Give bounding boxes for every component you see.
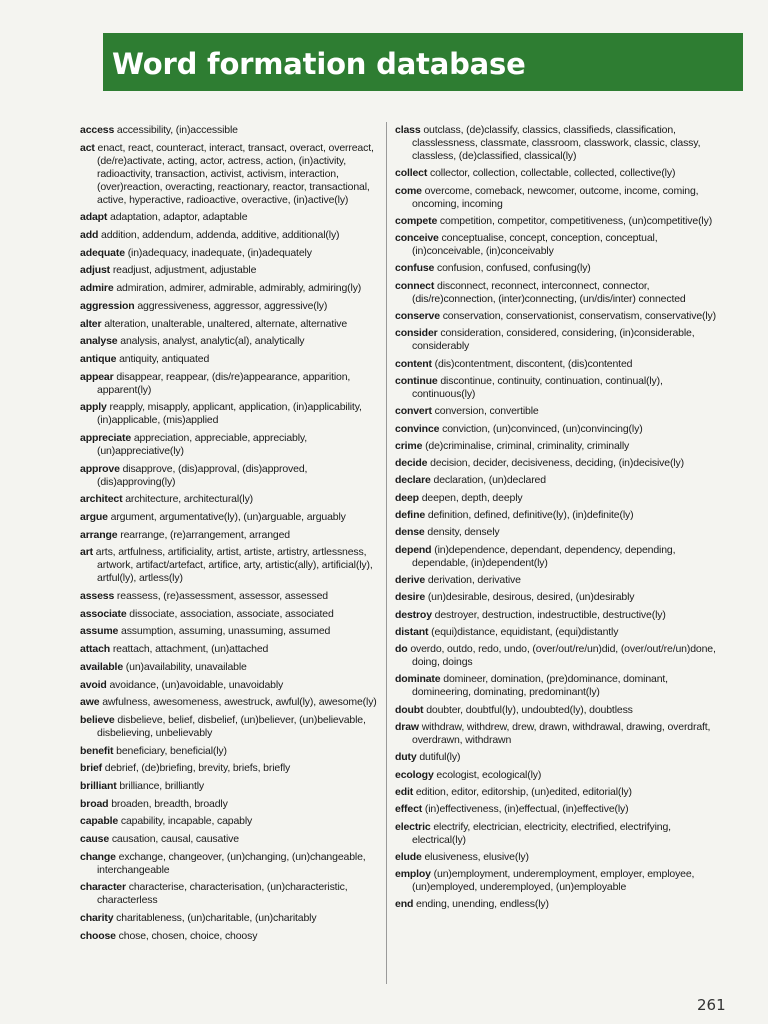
entry-dominate: [395, 673, 720, 699]
word-forms: readjust, adjustment, adjustable: [112, 264, 257, 277]
word-forms: broaden, breadth, broadly: [111, 797, 228, 810]
word-forms: analysis, analyst, analytic(al), analytically: [120, 335, 305, 348]
word-forms: brilliance, brilliantly: [119, 779, 205, 792]
entry-adjust: [80, 264, 380, 277]
headword: cause: [80, 833, 110, 845]
headword: art: [80, 546, 93, 559]
entry-attach: [80, 643, 380, 656]
entry-character: [80, 881, 380, 907]
entry-conserve: [395, 310, 720, 323]
word-forms: causation, causal, causative: [111, 833, 239, 845]
headword: ecology: [395, 768, 434, 781]
headword: derive: [395, 573, 426, 586]
headword: adjust: [80, 264, 111, 277]
entry-electric: [395, 821, 720, 847]
word-forms: outclass, (de)classify, classics, classifieds, classification, classlessness, classmate, classroom, classwork, classic, classy, classless, (de)classified, classical(ly): [412, 124, 701, 162]
entry-choose: [80, 930, 380, 943]
entry-aggression: [80, 300, 380, 313]
entry-assume: [80, 625, 380, 638]
left-column: [80, 124, 380, 947]
word-forms: declaration, (un)declared: [433, 474, 546, 487]
headword: analyse: [80, 335, 118, 348]
word-forms: enact, react, counteract, interact, transact, overact, overreact, (de/re)activate, acting, actor, actress, action, (in)activity, radioactivity, transaction, activist, activism, interaction, (over)reaction, overacting, reactionary, reactor, transactional, active, hyperactive, radioactive, overactive, (in)active(ly): [97, 141, 374, 206]
headword: depend: [395, 543, 432, 556]
word-forms: awfulness, awesomeness, awestruck, awful(ly), awesome(ly): [102, 696, 377, 709]
word-forms: capability, incapable, capably: [120, 815, 253, 828]
entry-end: [395, 898, 720, 911]
word-forms: collector, collection, collectable, collected, collective(ly): [430, 167, 676, 180]
headword: dominate: [395, 673, 441, 686]
word-forms: admiration, admirer, admirable, admirably, admiring(ly): [116, 282, 362, 295]
word-forms: domineer, domination, (pre)dominance, dominant, domineering, dominating, predominant(ly): [412, 673, 668, 699]
entry-duty: [395, 751, 720, 764]
entry-convert: [395, 405, 720, 418]
headword: convince: [395, 422, 440, 435]
page-number: 261: [697, 996, 726, 1014]
entry-add: [80, 229, 380, 242]
word-forms: elusiveness, elusive(ly): [424, 850, 529, 863]
headword: avoid: [80, 678, 107, 691]
entry-elude: [395, 851, 720, 864]
headword: act: [80, 141, 95, 154]
word-forms: decision, decider, decisiveness, deciding, (in)decisive(ly): [430, 457, 684, 470]
entry-ecology: [395, 769, 720, 782]
headword: antique: [80, 352, 117, 365]
headword: conceive: [395, 232, 439, 245]
headword: employ: [395, 868, 431, 881]
word-forms: conceptualise, concept, conception, conceptual, (in)conceivable, (in)conceivably: [412, 232, 658, 258]
headword: effect: [395, 803, 423, 816]
entry-confuse: [395, 262, 720, 275]
entry-apply: [80, 401, 380, 427]
entry-analyse: [80, 335, 380, 348]
headword: edit: [395, 785, 414, 798]
headword: associate: [80, 607, 127, 620]
headword: appear: [80, 370, 114, 383]
entry-crime: [395, 440, 720, 453]
entry-associate: [80, 608, 380, 621]
word-forms: characterise, characterisation, (un)characteristic, characterless: [97, 881, 348, 907]
headword: electric: [395, 820, 431, 833]
entry-edit: [395, 786, 720, 799]
headword: arrange: [80, 528, 118, 541]
entry-act: [80, 142, 380, 207]
headword: duty: [395, 751, 417, 764]
headword: admire: [80, 282, 114, 295]
entry-depend: [395, 544, 720, 570]
word-forms: dissociate, association, associate, associated: [129, 607, 334, 620]
entry-capable: [80, 815, 380, 828]
headword: appreciate: [80, 431, 132, 444]
headword: argue: [80, 511, 108, 523]
headword: convert: [395, 405, 432, 418]
word-forms: exchange, changeover, (un)changing, (un)changeable, interchangeable: [97, 850, 366, 876]
word-forms: confusion, confused, confusing(ly): [437, 262, 591, 275]
entry-do: [395, 643, 720, 669]
title-banner: [103, 33, 743, 91]
headword: doubt: [395, 703, 424, 716]
word-forms: (dis)contentment, discontent, (dis)contented: [434, 357, 633, 370]
entry-appreciate: [80, 432, 380, 458]
headword: dense: [395, 526, 425, 539]
entry-desire: [395, 591, 720, 604]
entry-access: [80, 124, 380, 137]
headword: destroy: [395, 608, 432, 621]
word-forms: withdraw, withdrew, drew, drawn, withdrawal, drawing, overdraft, overdrawn, withdrawn: [412, 721, 711, 747]
word-forms: assumption, assuming, unassuming, assumed: [121, 625, 331, 638]
entry-class: [395, 124, 720, 163]
entry-available: [80, 661, 380, 674]
word-forms: (in)effectiveness, (in)effectual, (in)effective(ly): [424, 803, 629, 816]
headword: choose: [80, 929, 116, 942]
word-forms: debrief, (de)briefing, brevity, briefs, briefly: [104, 762, 291, 775]
headword: class: [395, 124, 421, 136]
entry-approve: [80, 463, 380, 489]
word-forms: (in)adequacy, inadequate, (in)adequately: [127, 246, 312, 259]
word-forms: electrify, electrician, electricity, electrified, electrifying, electrical(ly): [412, 820, 671, 846]
entry-brilliant: [80, 780, 380, 793]
word-forms: discontinue, continuity, continuation, continual(ly), continuous(ly): [412, 374, 663, 400]
word-forms: disconnect, reconnect, interconnect, connector, (dis/re)connection, (inter)connecting, (un/dis/inter) connected: [412, 279, 686, 305]
word-forms: (un)availability, unavailable: [125, 660, 247, 673]
word-forms: destroyer, destruction, indestructible, destructive(ly): [434, 608, 666, 621]
entry-awe: [80, 696, 380, 709]
word-forms: argument, argumentative(ly), (un)arguable, arguably: [110, 511, 346, 523]
word-forms: arts, artfulness, artificiality, artist, artiste, artistry, artlessness, artwork, artifact/artefact, artifice, arty, artistic(ally), artificial(ly), artful(ly), artless(ly): [95, 546, 373, 585]
headword: assess: [80, 590, 115, 603]
word-forms: (de)criminalise, criminal, criminality, criminally: [425, 439, 630, 452]
headword: distant: [395, 625, 429, 638]
headword: adapt: [80, 211, 108, 224]
word-forms: derivation, derivative: [427, 573, 521, 586]
entry-dense: [395, 526, 720, 539]
headword: aggression: [80, 299, 135, 312]
entry-define: [395, 509, 720, 522]
entry-connect: [395, 280, 720, 306]
entry-admire: [80, 282, 380, 295]
word-forms: antiquity, antiquated: [119, 352, 210, 365]
entry-antique: [80, 353, 380, 366]
word-forms: ecologist, ecological(ly): [436, 768, 542, 781]
headword: decide: [395, 457, 428, 470]
headword: come: [395, 184, 422, 197]
entry-broad: [80, 798, 380, 811]
word-forms: reassess, (re)assessment, assessor, assessed: [116, 590, 328, 603]
entry-compete: [395, 215, 720, 228]
word-forms: edition, editor, editorship, (un)edited, editorial(ly): [415, 785, 632, 798]
word-forms: addition, addendum, addenda, additive, additional(ly): [101, 229, 340, 242]
entry-charity: [80, 912, 380, 925]
word-forms: charitableness, (un)charitable, (un)charitably: [116, 912, 317, 925]
entry-decide: [395, 457, 720, 470]
headword: approve: [80, 462, 120, 475]
headword: content: [395, 357, 432, 370]
headword: believe: [80, 713, 115, 726]
entry-avoid: [80, 679, 380, 692]
headword: connect: [395, 279, 435, 292]
headword: continue: [395, 374, 438, 387]
word-forms: ending, unending, endless(ly): [416, 898, 549, 911]
entry-cause: [80, 833, 380, 846]
entry-argue: [80, 511, 380, 524]
word-forms: reapply, misapply, applicant, application, (in)applicability, (in)applicable, (mis)applied: [97, 401, 362, 427]
word-forms: overdo, outdo, redo, undo, (over/out/re/un)did, (over/out/re/un)done, doing, doings: [410, 643, 716, 669]
word-forms: disapprove, (dis)approval, (dis)approved, (dis)approving(ly): [97, 462, 308, 488]
column-divider: [386, 122, 387, 984]
word-forms: architecture, architectural(ly): [125, 493, 254, 506]
word-forms: (un)desirable, desirous, desired, (un)desirably: [427, 591, 635, 604]
word-forms: conviction, (un)convinced, (un)convincing(ly): [442, 422, 643, 435]
headword: conserve: [395, 310, 440, 323]
entry-deep: [395, 492, 720, 505]
entry-arrange: [80, 529, 380, 542]
headword: brief: [80, 762, 103, 775]
headword: apply: [80, 401, 107, 414]
word-forms: (equi)distance, equidistant, (equi)distantly: [431, 625, 619, 638]
word-forms: avoidance, (un)avoidable, unavoidably: [109, 678, 284, 691]
word-forms: (un)employment, underemployment, employer, employee, (un)employed, underemployed, (un)employable: [412, 868, 695, 894]
headword: draw: [395, 721, 419, 734]
word-forms: (in)dependence, dependant, dependency, depending, dependable, (in)dependent(ly): [412, 543, 676, 569]
page-title: Word formation database: [112, 47, 526, 81]
headword: alter: [80, 317, 102, 330]
entry-effect: [395, 803, 720, 816]
word-forms: doubter, doubtful(ly), undoubted(ly), doubtless: [426, 703, 633, 716]
headword: add: [80, 229, 99, 242]
entry-conceive: [395, 232, 720, 258]
word-forms: chose, chosen, choice, choosy: [118, 929, 258, 942]
word-forms: rearrange, (re)arrangement, arranged: [120, 528, 290, 541]
word-forms: alteration, unalterable, unaltered, alternate, alternative: [104, 317, 348, 330]
entry-collect: [395, 167, 720, 180]
headword: consider: [395, 327, 438, 340]
word-forms: adaptation, adaptor, adaptable: [110, 211, 248, 224]
entry-destroy: [395, 609, 720, 622]
headword: confuse: [395, 262, 435, 275]
entry-consider: [395, 327, 720, 353]
headword: adequate: [80, 246, 125, 259]
headword: character: [80, 881, 126, 894]
headword: access: [80, 124, 115, 136]
headword: elude: [395, 850, 422, 863]
headword: architect: [80, 493, 123, 506]
entry-come: [395, 185, 720, 211]
headword: attach: [80, 643, 111, 656]
word-forms: dutiful(ly): [419, 751, 461, 764]
headword: brilliant: [80, 779, 117, 792]
entry-adapt: [80, 211, 380, 224]
word-forms: conversion, convertible: [434, 405, 539, 418]
entry-continue: [395, 375, 720, 401]
entry-brief: [80, 762, 380, 775]
word-forms: beneficiary, beneficial(ly): [116, 744, 227, 757]
headword: assume: [80, 625, 119, 638]
entry-distant: [395, 626, 720, 639]
headword: benefit: [80, 744, 114, 757]
word-forms: accessibility, (in)accessible: [116, 124, 238, 136]
entry-convince: [395, 423, 720, 436]
word-forms: deepen, depth, deeply: [421, 491, 523, 504]
headword: awe: [80, 696, 100, 709]
word-forms: competition, competitor, competitiveness, (un)competitive(ly): [439, 214, 713, 227]
word-forms: overcome, comeback, newcomer, outcome, income, coming, oncoming, incoming: [412, 184, 699, 210]
entry-architect: [80, 493, 380, 506]
word-forms: disappear, reappear, (dis/re)appearance, apparition, apparent(ly): [97, 370, 351, 396]
entry-content: [395, 358, 720, 371]
entry-alter: [80, 318, 380, 331]
entry-believe: [80, 714, 380, 740]
word-forms: conservation, conservationist, conservatism, conservative(ly): [442, 310, 716, 323]
headword: broad: [80, 797, 109, 810]
word-forms: aggressiveness, aggressor, aggressive(ly): [137, 299, 328, 312]
headword: change: [80, 850, 116, 863]
entry-change: [80, 851, 380, 877]
headword: available: [80, 660, 124, 673]
entry-doubt: [395, 704, 720, 717]
word-forms: reattach, attachment, (un)attached: [112, 643, 269, 656]
entry-employ: [395, 868, 720, 894]
headword: capable: [80, 815, 119, 828]
word-forms: consideration, considered, considering, (in)considerable, considerably: [412, 327, 695, 353]
headword: charity: [80, 912, 114, 925]
entry-derive: [395, 574, 720, 587]
entry-assess: [80, 590, 380, 603]
headword: desire: [395, 591, 426, 604]
word-forms: definition, defined, definitive(ly), (in)definite(ly): [427, 509, 634, 522]
word-forms: appreciation, appreciable, appreciably, (un)appreciative(ly): [97, 431, 307, 457]
headword: declare: [395, 474, 431, 487]
headword: deep: [395, 491, 419, 504]
word-forms: density, densely: [427, 526, 500, 539]
entry-appear: [80, 371, 380, 397]
entry-adequate: [80, 247, 380, 260]
entry-art: [80, 546, 380, 585]
headword: do: [395, 643, 408, 656]
entry-declare: [395, 474, 720, 487]
headword: collect: [395, 167, 428, 180]
word-forms: disbelieve, belief, disbelief, (un)believer, (un)believable, disbelieving, unbelievably: [97, 713, 366, 739]
entry-draw: [395, 721, 720, 747]
entry-benefit: [80, 745, 380, 758]
right-column: [395, 124, 720, 916]
headword: crime: [395, 439, 423, 452]
headword: define: [395, 509, 426, 522]
headword: compete: [395, 214, 438, 227]
headword: end: [395, 898, 414, 911]
